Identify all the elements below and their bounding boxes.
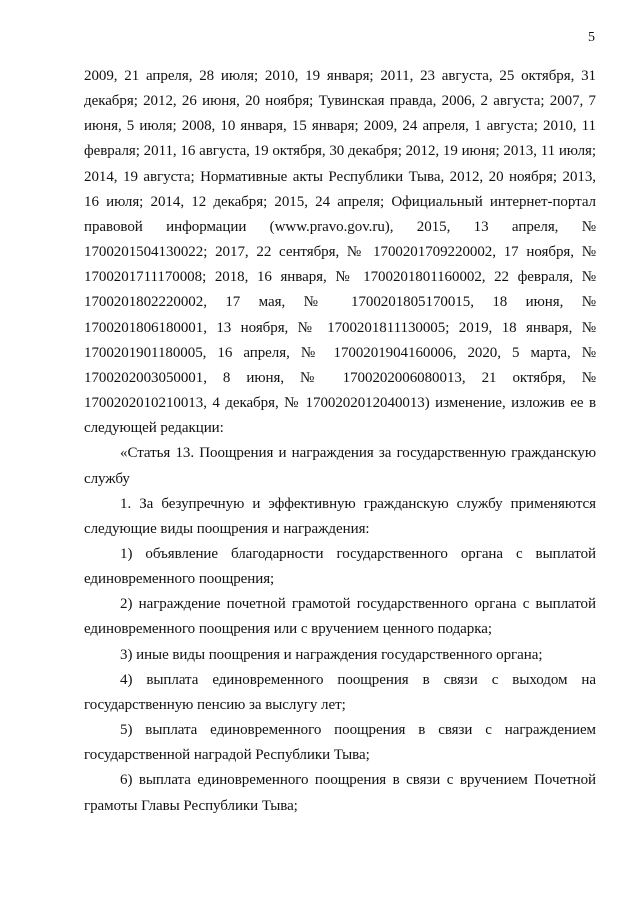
- article-subitem-6: 6) выплата единовременного поощрения в связи с вручением Почетной грамоты Главы Республики Тыва;: [84, 772, 596, 814]
- article-subitem-5: 5) выплата единовременного поощрения в связи с награждением государственной наградой Республики Тыва;: [84, 722, 596, 764]
- article-subitem-2: 2) награждение почетной грамотой государственного органа с выплатой единовременного поощрения или с вручением ценного подарка;: [84, 596, 596, 638]
- page-number: 5: [588, 30, 595, 45]
- document-body: [84, 64, 596, 819]
- article-title: «Статья 13. Поощрения и награждения за государственную гражданскую службу: [84, 445, 596, 487]
- article-item-1: 1. За безупречную и эффективную гражданскую службу применяются следующие виды поощрения и награждения:: [84, 495, 596, 537]
- article-subitem-3: 3) иные виды поощрения и награждения государственного органа;: [120, 646, 543, 663]
- article-subitem-1: 1) объявление благодарности государственного органа с выплатой единовременного поощрения;: [84, 545, 596, 588]
- article-subitem-4: 4) выплата единовременного поощрения в связи с выходом на государственную пенсию за выслугу лет;: [84, 671, 596, 713]
- amendment-reference-paragraph: 2009, 21 апреля, 28 июля; 2010, 19 января; 2011, 23 августа, 25 октября, 31 декабря; 2012, 26 июня, 20 ноября; Тувинская правда, 2006, 2 августа; 2007, 7 июня, 5 июля; 2008, 10 января, 15 января; 2009, 24 апреля, 1 августа; 2010, 11 февраля; 2011, 16 августа, 19 октября, 30 декабря; 2012, 19 июня; 2013, 11 июля; 2014, 19 августа; Нормативные акты Республики Тыва, 2012, 20 ноября; 2013, 16 июля; 2014, 12 декабря; 2015, 24 апреля; Официальный интернет-портал правовой информации (www.pravo.gov.ru), 2015, 13 апреля, № 1700201504130022; 2017, 22 сентября, № 1700201709220002, 17 ноября, № 1700201711170008; 2018, 16 января, № 1700201801160002, 22 февраля, № 1700201802220002, 17 мая, № 1700201805170015, 18 июня, № 1700201806180001, 13 ноября, № 1700201811130005; 2019, 18 января, № 1700201901180005, 16 апреля, № 1700201904160006, 2020, 5 марта, № 1700202003050001, 8 июня, № 1700202006080013, 21 октября, № 1700202010210013, 4 декабря, № 1700202012040013) изменение, изложив ее в следующей редакции:: [84, 68, 596, 437]
